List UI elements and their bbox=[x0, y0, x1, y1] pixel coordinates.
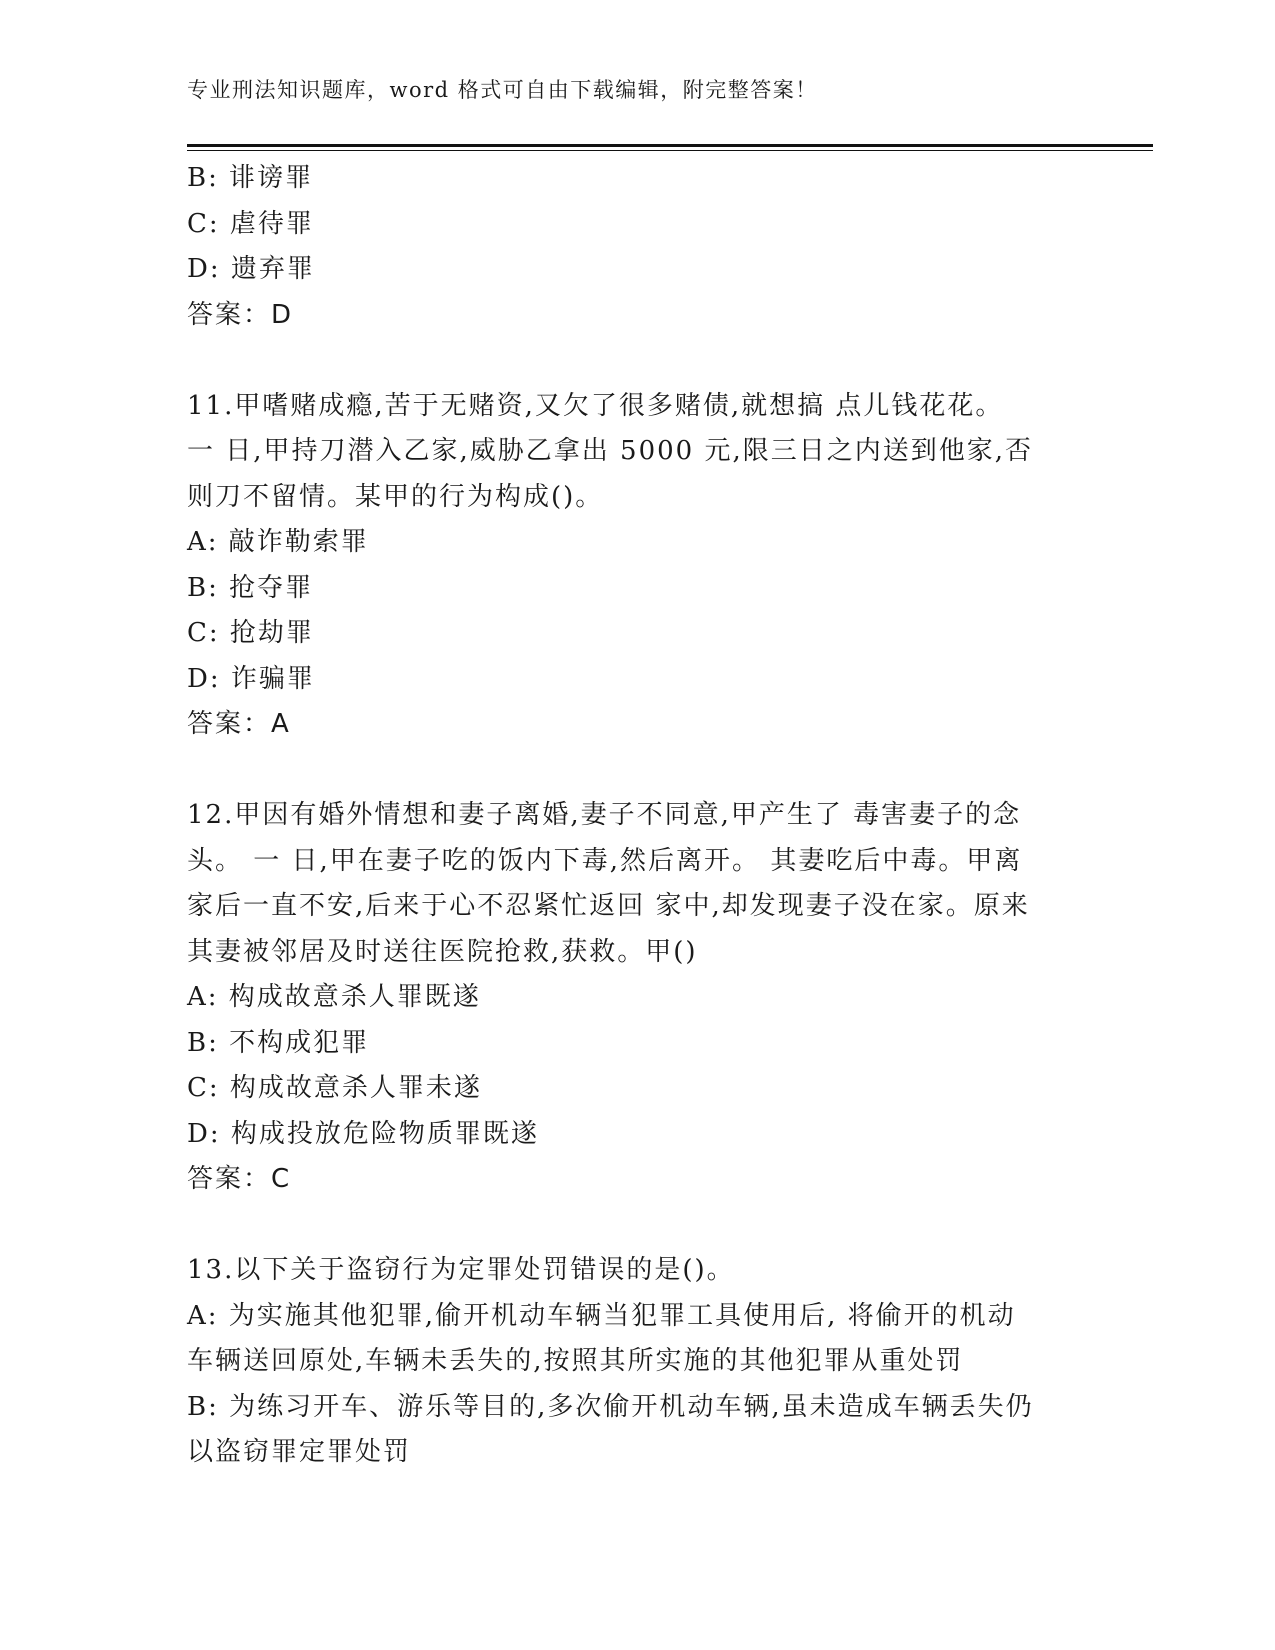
question-12 bbox=[187, 793, 1087, 1203]
option-c: C: 抢劫罪 bbox=[187, 618, 314, 648]
header-rule-thick bbox=[187, 144, 1153, 147]
answer: 答案：D bbox=[187, 299, 294, 330]
option-d: D: 遗弃罪 bbox=[187, 254, 315, 284]
question-13 bbox=[187, 1248, 1087, 1476]
option-d: D: 诈骗罪 bbox=[187, 663, 315, 694]
question-stem-line: 12.甲因有婚外情想和妻子离婚,妻子不同意,甲产生了 毒害妻子的念 bbox=[187, 800, 1022, 830]
option-b-line: B: 为练习开车、游乐等目的,多次偷开机动车辆,虽未造成车辆丢失仍 bbox=[187, 1391, 1034, 1422]
option-b: B: 抢夺罪 bbox=[187, 572, 314, 603]
question-stem-line: 其妻被邻居及时送往医院抢救,获救。甲() bbox=[187, 936, 698, 967]
option-d: D: 构成投放危险物质罪既遂 bbox=[187, 1118, 539, 1149]
question-stem-line: 13.以下关于盗窃行为定罪处罚错误的是()。 bbox=[187, 1255, 735, 1285]
spacer bbox=[187, 1203, 1087, 1249]
answer: 答案：C bbox=[187, 1164, 292, 1194]
spacer bbox=[187, 748, 1087, 794]
option-b: B: 诽谤罪 bbox=[187, 163, 314, 193]
question-stem-line: 一 日,甲持刀潜入乙家,威胁乙拿出 5000 元,限三日之内送到他家,否 bbox=[187, 436, 1034, 466]
question-stem-line: 11.甲嗜赌成瘾,苦于无赌资,又欠了很多赌债,就想搞 点儿钱花花。 bbox=[187, 390, 1004, 421]
question-content bbox=[187, 156, 1087, 1476]
option-b-line: 以盗窃罪定罪处罚 bbox=[187, 1437, 412, 1467]
question-stem-line: 家后一直不安,后来于心不忍紧忙返回 家中,却发现妻子没在家。原来 bbox=[187, 891, 1030, 921]
page-header: 专业刑法知识题库，word 格式可自由下载编辑，附完整答案！ bbox=[187, 78, 818, 102]
question-11 bbox=[187, 384, 1087, 748]
spacer bbox=[187, 338, 1087, 384]
answer: 答案：A bbox=[187, 709, 291, 739]
question-stem-line: 则刀不留情。某甲的行为构成()。 bbox=[187, 481, 604, 512]
option-a: A: 敲诈勒索罪 bbox=[187, 527, 369, 557]
option-c: C: 构成故意杀人罪未遂 bbox=[187, 1073, 482, 1103]
header-rule-thin bbox=[187, 150, 1153, 151]
option-a: A: 构成故意杀人罪既遂 bbox=[187, 982, 481, 1012]
question-stem-line: 头。 一 日,甲在妻子吃的饭内下毒,然后离开。 其妻吃后中毒。甲离 bbox=[187, 845, 1023, 876]
option-b: B: 不构成犯罪 bbox=[187, 1027, 370, 1058]
option-a-line: A: 为实施其他犯罪,偷开机动车辆当犯罪工具使用后, 将偷开的机动 bbox=[187, 1300, 1016, 1331]
option-c: C: 虐待罪 bbox=[187, 208, 314, 239]
option-a-line: 车辆送回原处,车辆未丢失的,按照其所实施的其他犯罪从重处罚 bbox=[187, 1346, 964, 1376]
prev-question bbox=[187, 156, 1087, 338]
